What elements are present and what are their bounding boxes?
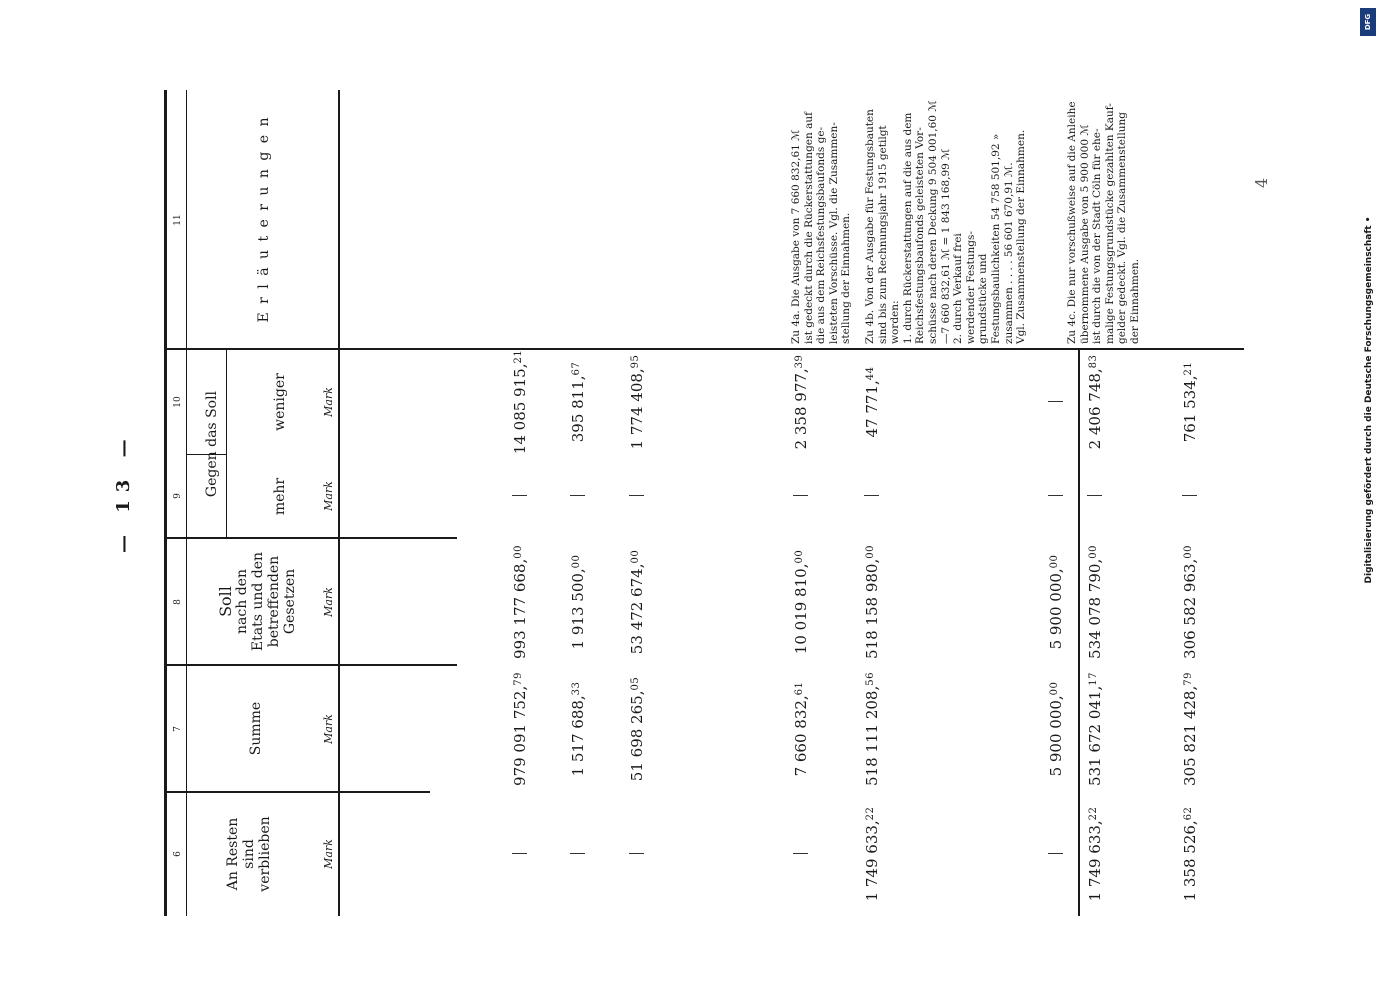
note-line: Zu 4b. Von der Ausgabe für Festungsbauten — [864, 109, 876, 344]
note-line: Zu 4a. Die Ausgabe von 7 660 832,61 ℳ — [790, 129, 802, 344]
dec-part: 22 — [865, 806, 876, 821]
cell-r5-c6 — [862, 807, 881, 902]
cell-r8-c7 — [1180, 672, 1199, 786]
cell-r3-c9 — [629, 495, 644, 496]
int-part: 395 811, — [569, 375, 587, 443]
page-number: — 13 — — [113, 431, 134, 553]
cell-r6-c6 — [1048, 853, 1063, 854]
dec-part: 44 — [865, 366, 876, 381]
note-line: gelder gedeckt. Vgl. die Zusammenstellung — [1116, 112, 1129, 344]
note-line: der Einnahmen. — [1128, 258, 1141, 344]
int-part: 10 019 810, — [792, 563, 810, 655]
note-line: malige Festungsgrundstücke gezahlten Kauf- — [1103, 103, 1116, 344]
header-col6 — [225, 792, 273, 916]
colno-6: 6 — [173, 851, 183, 857]
colno-9: 9 — [173, 493, 183, 499]
cell-r1-c10 — [510, 350, 529, 454]
col-divider-6-7 — [164, 791, 430, 793]
cell-r4-c8 — [791, 550, 810, 654]
note-line: grundstücke und — [977, 253, 990, 344]
dfg-logo-icon — [1360, 8, 1376, 36]
cell-r6-c8 — [1046, 555, 1065, 650]
cell-r2-c10 — [568, 362, 587, 443]
int-part: 1 517 688, — [569, 695, 587, 777]
cell-r3-c6 — [629, 853, 644, 854]
note-line: Vgl. Zusammenstellung der Einnahmen. — [1015, 129, 1028, 344]
cell-r7-c10 — [1085, 355, 1104, 450]
int-part: 5 900 000, — [1047, 695, 1065, 777]
dec-part: 67 — [571, 361, 582, 376]
int-part: 1 774 408, — [628, 368, 646, 450]
note-line: zusammen . . . . 56 601 670,91 ℳ. — [1002, 162, 1015, 344]
note-line: Zu 4c. Die nur vorschußweise auf die Anleihe — [1066, 101, 1078, 344]
unit-col6: Mark — [322, 839, 335, 869]
cell-r5-c10 — [862, 367, 881, 438]
int-part: 531 672 041, — [1086, 685, 1104, 786]
int-part: 1 749 633, — [863, 820, 881, 902]
int-part: 1 358 526, — [1181, 820, 1199, 902]
dec-part: 00 — [1088, 545, 1099, 559]
header-col8-line: betreffenden — [266, 555, 282, 648]
colno-11: 11 — [173, 214, 183, 226]
group-underline — [226, 350, 227, 538]
cell-r5-c9 — [864, 495, 879, 496]
dec-part: 22 — [1088, 806, 1099, 821]
int-part: 5 900 000, — [1047, 568, 1065, 650]
dec-part: 00 — [1183, 545, 1194, 559]
note-4c — [1066, 101, 1142, 344]
cell-r1-c7 — [510, 672, 529, 786]
dec-part: 33 — [571, 681, 582, 696]
col-divider-7-8 — [164, 664, 457, 666]
dec-part: 05 — [630, 676, 641, 691]
int-part: 534 078 790, — [1086, 558, 1104, 659]
dec-part: 00 — [1049, 681, 1060, 696]
unit-col10: Mark — [322, 387, 335, 417]
int-part: 51 698 265, — [628, 690, 646, 782]
dec-part: 21 — [513, 349, 524, 364]
cell-r3-c10 — [627, 355, 646, 450]
note-line: werdender Festungs- — [964, 231, 977, 344]
cell-r2-c9 — [570, 495, 585, 496]
dec-part: 00 — [513, 545, 524, 559]
int-part: 1 749 633, — [1086, 820, 1104, 902]
cell-r8-c6 — [1180, 807, 1199, 902]
note-line: die aus dem Reichsfestungsbaufonds ge- — [815, 126, 828, 344]
unit-col7: Mark — [322, 714, 335, 744]
cell-r7-c6 — [1085, 807, 1104, 902]
int-part: 518 158 980, — [863, 558, 881, 659]
note-line: 1. durch Rückerstattungen auf die aus dem — [901, 112, 914, 344]
dec-part: 00 — [1049, 554, 1060, 569]
cell-r6-c10 — [1048, 401, 1063, 402]
int-part: 14 085 915, — [511, 363, 529, 455]
colno-10: 10 — [173, 396, 183, 408]
cell-r2-c8 — [568, 555, 587, 650]
cell-r7-c9 — [1087, 495, 1102, 496]
note-line: stellung der Einnahmen. — [840, 212, 853, 344]
note-line: ist durch die von der Stadt Cöln für ehe- — [1091, 128, 1104, 344]
header-col9-line: mehr — [272, 477, 288, 516]
cell-r1-c9 — [512, 495, 527, 496]
header-col8-line: Soll — [216, 586, 235, 617]
dec-part: 00 — [794, 549, 805, 564]
note-line: worden: — [889, 300, 902, 344]
cell-r7-c7 — [1085, 672, 1104, 786]
int-part: 7 660 832, — [792, 695, 810, 777]
header-col9 — [272, 455, 288, 538]
cell-r5-c7 — [862, 672, 881, 786]
cell-r4-c6 — [793, 853, 808, 854]
col-divider-10-11 — [164, 348, 1244, 350]
sum-rule — [1078, 350, 1080, 916]
dec-part: 95 — [630, 354, 641, 369]
note-line: —7 660 832,61 ℳ = 1 843 168,99 ℳ — [939, 148, 952, 344]
int-part: 518 111 208, — [863, 685, 881, 786]
int-part: 305 821 428, — [1181, 685, 1199, 786]
dec-part: 61 — [794, 681, 805, 696]
note-line: leisteten Vorschüsse. Vgl. die Zusammen- — [827, 122, 840, 344]
int-part: 53 472 674, — [628, 563, 646, 655]
dfg-watermark-text: Digitalisierung gefördert durch die Deutsche Forschungsgemeinschaft • — [1364, 216, 1374, 584]
cell-r8-c10 — [1180, 362, 1199, 443]
cell-r5-c8 — [862, 545, 881, 659]
int-part: 306 582 963, — [1181, 558, 1199, 659]
note-line: sind bis zum Rechnungsjahr 1915 getilgt — [876, 125, 889, 344]
header-col7-line: Summe — [248, 701, 264, 756]
unit-col9: Mark — [322, 481, 335, 511]
dec-part: 21 — [1183, 361, 1194, 376]
dfg-logo-text: DFG — [1364, 13, 1372, 31]
int-part: 47 771, — [863, 380, 881, 438]
note-4b — [864, 100, 1028, 344]
dec-part: 00 — [865, 545, 876, 559]
int-part: 2 406 748, — [1086, 368, 1104, 450]
header-col7 — [248, 666, 264, 791]
dec-part: 00 — [571, 554, 582, 569]
dec-part: 79 — [513, 672, 524, 686]
cell-r8-c9 — [1182, 495, 1197, 496]
int-part: 1 913 500, — [569, 568, 587, 650]
cell-r1-c8 — [510, 545, 529, 659]
unit-col8: Mark — [322, 587, 335, 617]
header-col6-line: An Resten — [225, 817, 241, 891]
header-col8-line: nach den — [234, 569, 250, 634]
cell-r2-c6 — [570, 853, 585, 854]
cell-r4-c9 — [793, 495, 808, 496]
dec-part: 79 — [1183, 672, 1194, 686]
header-col6-line: verblieben — [257, 816, 273, 892]
header-col11: E r l ä u t e r u n g e n — [256, 115, 272, 323]
cell-r3-c7 — [627, 677, 646, 781]
header-col8 — [218, 539, 298, 664]
dec-part: 83 — [1088, 354, 1099, 369]
note-line: 2. durch Verkauf frei — [952, 233, 965, 344]
colno-8: 8 — [173, 599, 183, 605]
header-col9-10-group: Gegen das Soll — [204, 390, 220, 498]
note-line: schüsse nach deren Deckung 9 504 001,60 ℳ — [926, 100, 939, 344]
cell-r6-c9 — [1048, 495, 1063, 496]
header-col8-line: Etats und den — [250, 551, 266, 652]
cell-r7-c8 — [1085, 545, 1104, 659]
dfg-watermark — [1357, 0, 1381, 1000]
header-col6-line: sind — [241, 839, 257, 869]
cell-r3-c8 — [627, 550, 646, 654]
cell-r6-c7 — [1046, 682, 1065, 777]
header-col10 — [272, 350, 288, 454]
int-part: 993 177 668, — [511, 558, 529, 659]
cell-r4-c10 — [791, 355, 810, 450]
note-line: ist gedeckt durch die Rückerstattungen auf — [802, 111, 815, 344]
note-line: übernommene Ausgabe von 5 900 000 ℳ — [1078, 124, 1091, 344]
int-part: 761 534, — [1181, 375, 1199, 443]
dec-part: 39 — [794, 354, 805, 369]
note-line: Festungsbaulichkeiten 54 758 501,92 » — [989, 133, 1002, 344]
cell-r2-c7 — [568, 682, 587, 777]
cell-r1-c6 — [512, 853, 527, 854]
dec-part: 00 — [630, 549, 641, 564]
header-col10-line: weniger — [272, 373, 288, 431]
dec-part: 56 — [865, 672, 876, 686]
pencil-mark: 4 — [1252, 177, 1271, 188]
note-line: Reichsfestungsbaufonds geleisteten Vor- — [914, 127, 927, 344]
dec-part: 17 — [1088, 672, 1099, 686]
header-col8-line: Gesetzen — [282, 568, 298, 635]
cell-r8-c8 — [1180, 545, 1199, 659]
int-part: 979 091 752, — [511, 685, 529, 786]
dec-part: 62 — [1183, 806, 1194, 821]
note-4a — [790, 112, 853, 344]
int-part: 2 358 977, — [792, 368, 810, 450]
cell-r4-c7 — [791, 682, 810, 777]
colno-7: 7 — [173, 726, 183, 732]
